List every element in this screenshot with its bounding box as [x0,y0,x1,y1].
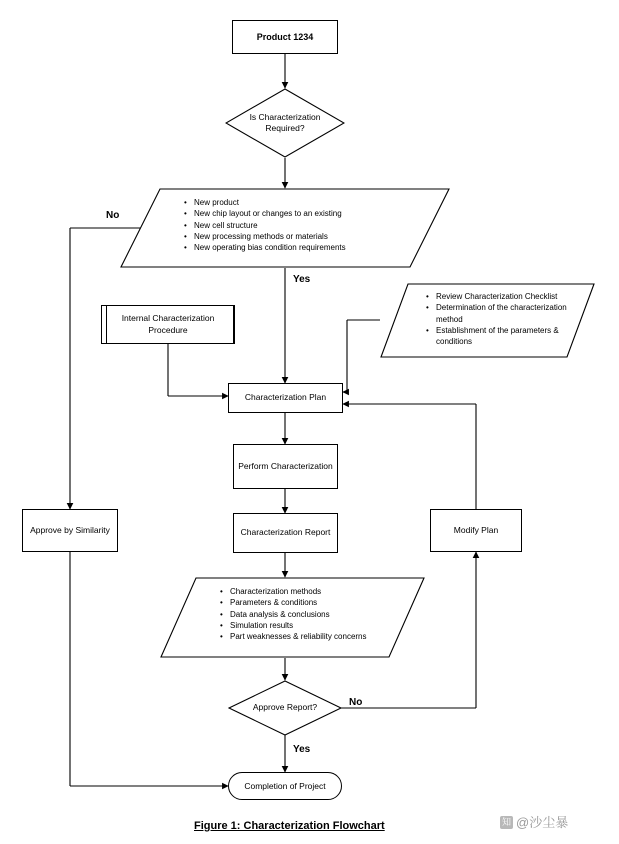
node-characterization-plan[interactable]: Characterization Plan [228,383,343,413]
edge-label-yes-bottom: Yes [293,744,311,755]
node-label: Internal Characterization Procedure [121,313,215,335]
list-item: • New processing methods or materials [194,231,432,242]
list-item: • New product [194,197,432,208]
criteria-list [182,197,432,254]
list-item: • Part weaknesses & reliability concerns [230,631,408,642]
node-internal-characterization-procedure[interactable] [101,305,235,344]
list-item: • Characterization methods [230,586,408,597]
list-item: • New cell structure [194,220,432,231]
edge-label-yes-top: Yes [293,274,311,285]
list-item: • Establishment of the parameters & conditions [436,325,584,348]
criteria-parallelogram[interactable] [120,188,450,268]
node-modify-plan[interactable]: Modify Plan [430,509,522,552]
list-item: • Determination of the characterization method [436,302,584,325]
list-item: • Parameters & conditions [230,597,408,608]
figure-caption: Figure 1: Characterization Flowchart [194,820,385,832]
list-item: • New operating bias condition requirements [194,242,432,253]
list-item: • Simulation results [230,620,408,631]
node-approve-report[interactable] [228,680,342,736]
node-approve-by-similarity[interactable]: Approve by Similarity [22,509,118,552]
checklist-list [424,291,584,348]
report-contents-list [218,586,408,643]
node-characterization-report[interactable]: Characterization Report [233,513,338,553]
list-item: • Review Characterization Checklist [436,291,584,302]
report-contents-parallelogram[interactable] [160,577,425,658]
watermark [500,812,568,831]
watermark-text: @沙尘暴 [516,815,569,830]
node-is-characterization-required[interactable] [225,88,345,158]
node-product[interactable]: Product 1234 [232,20,338,54]
list-item: • Data analysis & conclusions [230,609,408,620]
edge-label-no-bottom: No [349,697,363,708]
checklist-parallelogram[interactable] [380,283,595,358]
node-completion-of-project[interactable]: Completion of Project [228,772,342,800]
list-item: • New chip layout or changes to an existing [194,208,432,219]
node-label: Approve Report? [252,702,318,713]
zhihu-logo-icon [500,816,513,829]
node-perform-characterization[interactable]: Perform Characterization [233,444,338,489]
edge-label-no-top: No [106,210,120,221]
node-label: Is Characterization Required? [249,111,321,133]
